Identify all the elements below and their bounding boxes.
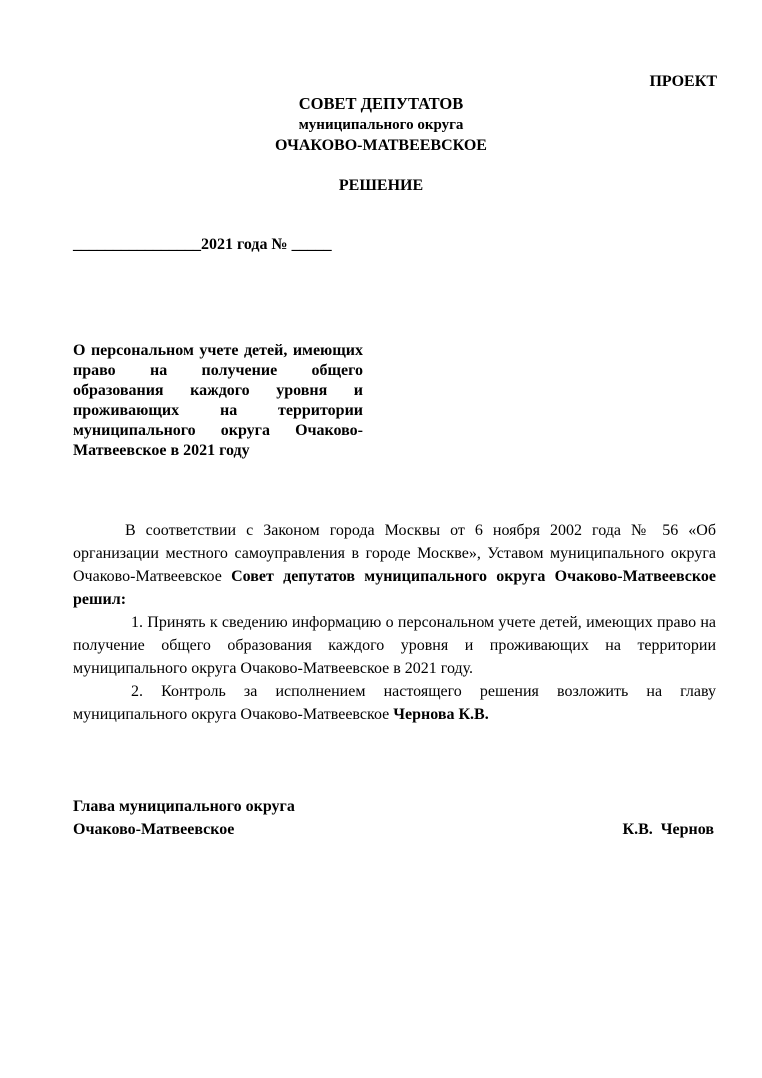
decision-body <box>73 519 716 726</box>
date-number-line: ________________2021 года № _____ <box>73 236 332 253</box>
council-subheading: муниципального округа <box>298 117 464 133</box>
decision-heading: РЕШЕНИЕ <box>338 177 424 194</box>
signature-name: К.В. Чернов <box>622 821 714 838</box>
preamble-paragraph <box>73 519 716 611</box>
council-heading: СОВЕТ ДЕПУТАТОВ <box>298 94 464 113</box>
district-heading: ОЧАКОВО-МАТВЕЕВСКОЕ <box>275 137 487 154</box>
preamble-text: В соответствии с Законом города Москвы от 6 ноября 2002 года № 56 «Об организации местного самоуправления в городе Москве», Уставом муниципального округа Очаково-Матвеевское <box>73 522 716 585</box>
preamble-resolution-text: Совет депутатов муниципального округа Очаково-Матвеевское решил: <box>73 568 717 608</box>
item-2-responsible-name: Чернова К.В. <box>393 706 489 723</box>
item-1-paragraph: 1. Принять к сведению информацию о персональном учете детей, имеющих право на получение общего образования каждого уровня и проживающих на территории муниципального округа Очаково-Матвеевское в 2021 году. <box>73 614 716 677</box>
item-2-text: 2. Контроль за исполнением настоящего решения возложить на главу муниципального округа Очаково-Матвеевское <box>73 683 716 723</box>
item-2-paragraph <box>73 680 716 726</box>
signature-position <box>73 795 295 841</box>
signature-position-line-2: Очаково-Матвеевское <box>73 821 235 838</box>
decision-title: О персональном учете детей, имеющих право на получение общего образования каждого уровня и проживающих на территории муниципального округа Очаково-Матвеевское в 2021 году <box>73 342 363 459</box>
draft-stamp-label: ПРОЕКТ <box>649 73 717 90</box>
signature-position-line-1: Глава муниципального округа <box>73 798 295 815</box>
